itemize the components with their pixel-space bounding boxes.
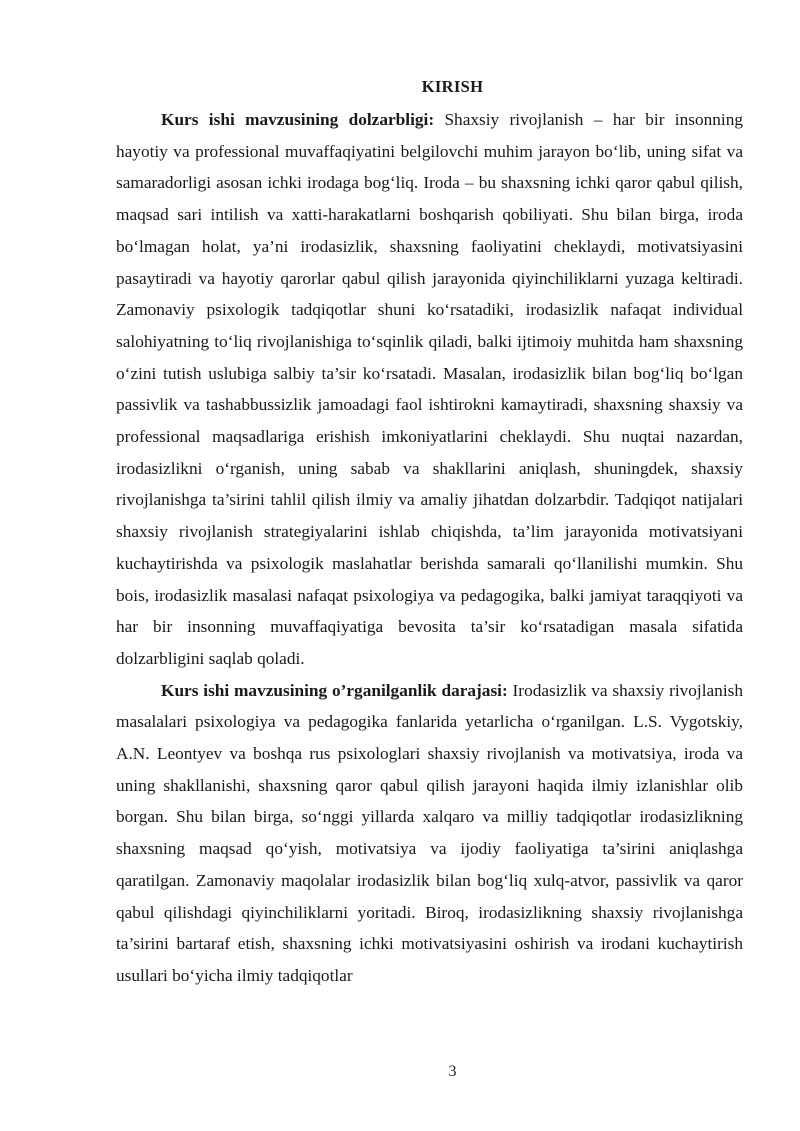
paragraph-text: Irodasizlik va shaxsiy rivojlanish masalalari psixologiya va pedagogika fanlarida yetarlicha o‘rganilgan. L.S. Vygotskiy, A.N. Leontyev va boshqa rus psixologlari shaxsiy rivojlanish va motivatsiya, iroda va uning shakllanishi, shaxsning qaror qabul qilish jarayoni haqida ilmiy izlanishlar olib borgan. Shu bilan birga, so‘nggi yillarda xalqaro va milliy tadqiqotlar irodasizlikning shaxsning maqsad qo‘yish, motivatsiya va ijodiy faoliyatiga ta’sirini aniqlashga qaratilgan. Zamonaviy maqolalar irodasizlik bilan bog‘liq xulq-atvor, passivlik va qaror qabul qilishdagi qiyinchiliklarni yoritadi. Biroq, irodasizlikning shaxsiy rivojlanishga ta’sirini bartaraf etish, shaxsning ichki motivatsiyasini oshirish va irodani kuchaytirish usullari bo‘yicha ilmiy tadqiqotlar (116, 680, 743, 985)
paragraph-lead: Kurs ishi mavzusining dolzarbligi: (161, 110, 435, 129)
body-text (116, 104, 743, 992)
paragraph-text: Shaxsiy rivojlanish – har bir insonning hayotiy va professional muvaffaqiyatini belgilovchi muhim jarayon bo‘lib, uning sifat va samaradorligi asosan ichki irodaga bog‘liq. Iroda – bu shaxsning ichki qaror qabul qilish, maqsad sari intilish va xatti-harakatlarni boshqarish qobiliyati. Shu bilan birga, iroda bo‘lmagan holat, ya’ni irodasizlik, shaxsning faoliyatini cheklaydi, motivatsiyasini pasaytiradi va hayotiy qarorlar qabul qilish jarayonida qiyinchiliklarni yuzaga keltiradi. Zamonaviy psixologik tadqiqotlar shuni ko‘rsatadiki, irodasizlik nafaqat individual salohiyatning to‘liq rivojlanishiga to‘sqinlik qiladi, balki ijtimoiy muhitda ham shaxsning o‘zini tutish uslubiga salbiy ta’sir ko‘rsatadi. Masalan, irodasizlik bilan bog‘liq bo‘lgan passivlik va tashabbussizlik jamoadagi faol ishtirokni kamaytiradi, shaxsning shaxsiy va professional maqsadlariga erishish imkoniyatlarini cheklaydi. Shu nuqtai nazardan, irodasizlikni o‘rganish, uning sabab va shakllarini aniqlash, shuningdek, shaxsiy rivojlanishga ta’sirini tahlil qilish ilmiy va amaliy jihatdan dolzarbdir. Tadqiqot natijalari shaxsiy rivojlanish strategiyalarini ishlab chiqishda, ta’lim jarayonida motivatsiyani kuchaytirishda va psixologik maslahatlar berishda samarali qo‘llanilishi mumkin. Shu bois, irodasizlik masalasi nafaqat psixologiya va pedagogika, balki jamiyat taraqqiyoti va har bir insonning muvaffaqiyatiga bevosita ta’sir ko‘rsatadigan masala sifatida dolzarbligini saqlab qoladi. (116, 110, 743, 668)
paragraph-study-level (116, 675, 743, 992)
paragraph-relevance (116, 104, 743, 675)
paragraph-lead: Kurs ishi mavzusining o’rganilganlik darajasi: (161, 680, 508, 700)
section-heading: KIRISH (421, 77, 484, 96)
page-number: 3 (448, 1063, 457, 1080)
